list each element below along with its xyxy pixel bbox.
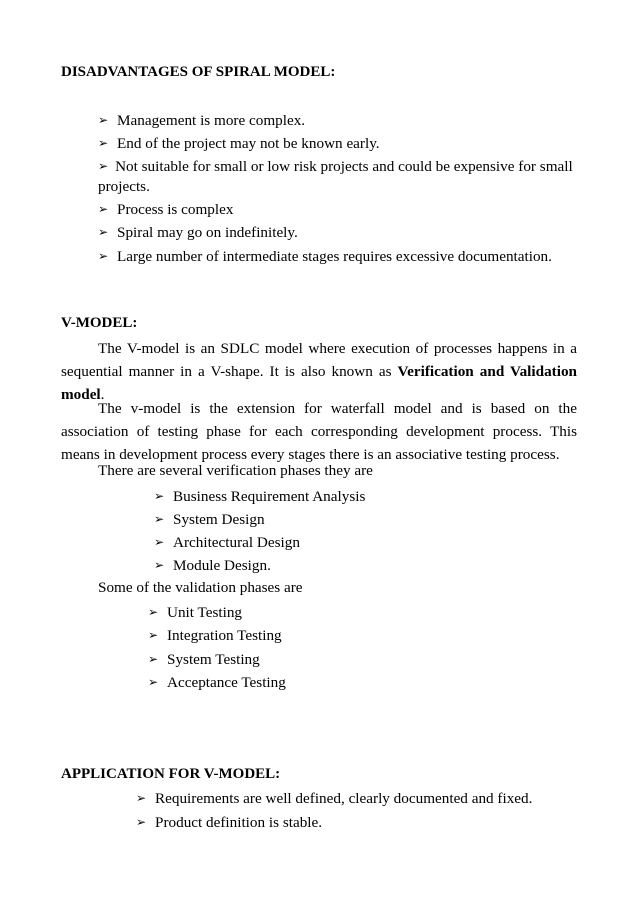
- arrow-bullet-icon: ➢: [98, 113, 109, 127]
- arrow-bullet-icon: ➢: [154, 535, 165, 549]
- vmodel-intro-paragraph: The V-model is an SDLC model where execution of processes happens in a sequential manner in a V-shape. It is also known as Verification and Validation model.: [61, 340, 577, 403]
- list-item: ➢ Product definition is stable.: [136, 814, 323, 831]
- arrow-bullet-icon: ➢: [98, 202, 109, 216]
- list-item: ➢ Business Requirement Analysis: [154, 488, 366, 505]
- arrow-bullet-icon: ➢: [148, 605, 159, 619]
- spiral-disadvantages-heading: DISADVANTAGES OF SPIRAL MODEL:: [61, 64, 336, 80]
- list-item: ➢ Requirements are well defined, clearly documented and fixed.: [136, 790, 533, 807]
- list-item: ➢ System Design: [154, 511, 265, 528]
- arrow-bullet-icon: ➢: [98, 225, 109, 239]
- arrow-bullet-icon: ➢: [148, 675, 159, 689]
- list-item: ➢ Not suitable for small or low risk projects and could be expensive for small projects.: [98, 158, 573, 195]
- arrow-bullet-icon: ➢: [148, 652, 159, 666]
- vmodel-alias: Verification and Validation model: [61, 362, 577, 403]
- application-heading: APPLICATION FOR V-MODEL:: [61, 766, 281, 782]
- list-item: ➢ Spiral may go on indefinitely.: [98, 224, 298, 241]
- arrow-bullet-icon: ➢: [136, 815, 147, 829]
- list-item: ➢ Large number of intermediate stages requires excessive documentation.: [98, 248, 552, 265]
- verification-intro: There are several verification phases they are: [98, 462, 373, 479]
- validation-intro: Some of the validation phases are: [98, 579, 303, 596]
- list-item: ➢ Management is more complex.: [98, 112, 306, 129]
- vmodel-description-paragraph: The v-model is the extension for waterfall model and is based on the association of testing phase for each corresponding development process. This means in development process every stages there is an associative testing process.: [61, 400, 577, 463]
- arrow-bullet-icon: ➢: [136, 791, 147, 805]
- list-item: ➢ Module Design.: [154, 557, 271, 574]
- arrow-bullet-icon: ➢: [148, 628, 159, 642]
- list-item: ➢ System Testing: [148, 651, 260, 668]
- arrow-bullet-icon: ➢: [154, 489, 165, 503]
- arrow-bullet-icon: ➢: [154, 512, 165, 526]
- arrow-bullet-icon: ➢: [98, 159, 109, 173]
- arrow-bullet-icon: ➢: [98, 136, 109, 150]
- list-item: ➢ Unit Testing: [148, 604, 243, 621]
- list-item: ➢ Acceptance Testing: [148, 674, 286, 691]
- list-item: ➢ Integration Testing: [148, 627, 282, 644]
- list-item: ➢ End of the project may not be known early.: [98, 135, 380, 152]
- arrow-bullet-icon: ➢: [154, 558, 165, 572]
- list-item: ➢ Architectural Design: [154, 534, 300, 551]
- vmodel-heading: V-MODEL:: [61, 315, 138, 331]
- list-item: ➢ Process is complex: [98, 201, 234, 218]
- arrow-bullet-icon: ➢: [98, 249, 109, 263]
